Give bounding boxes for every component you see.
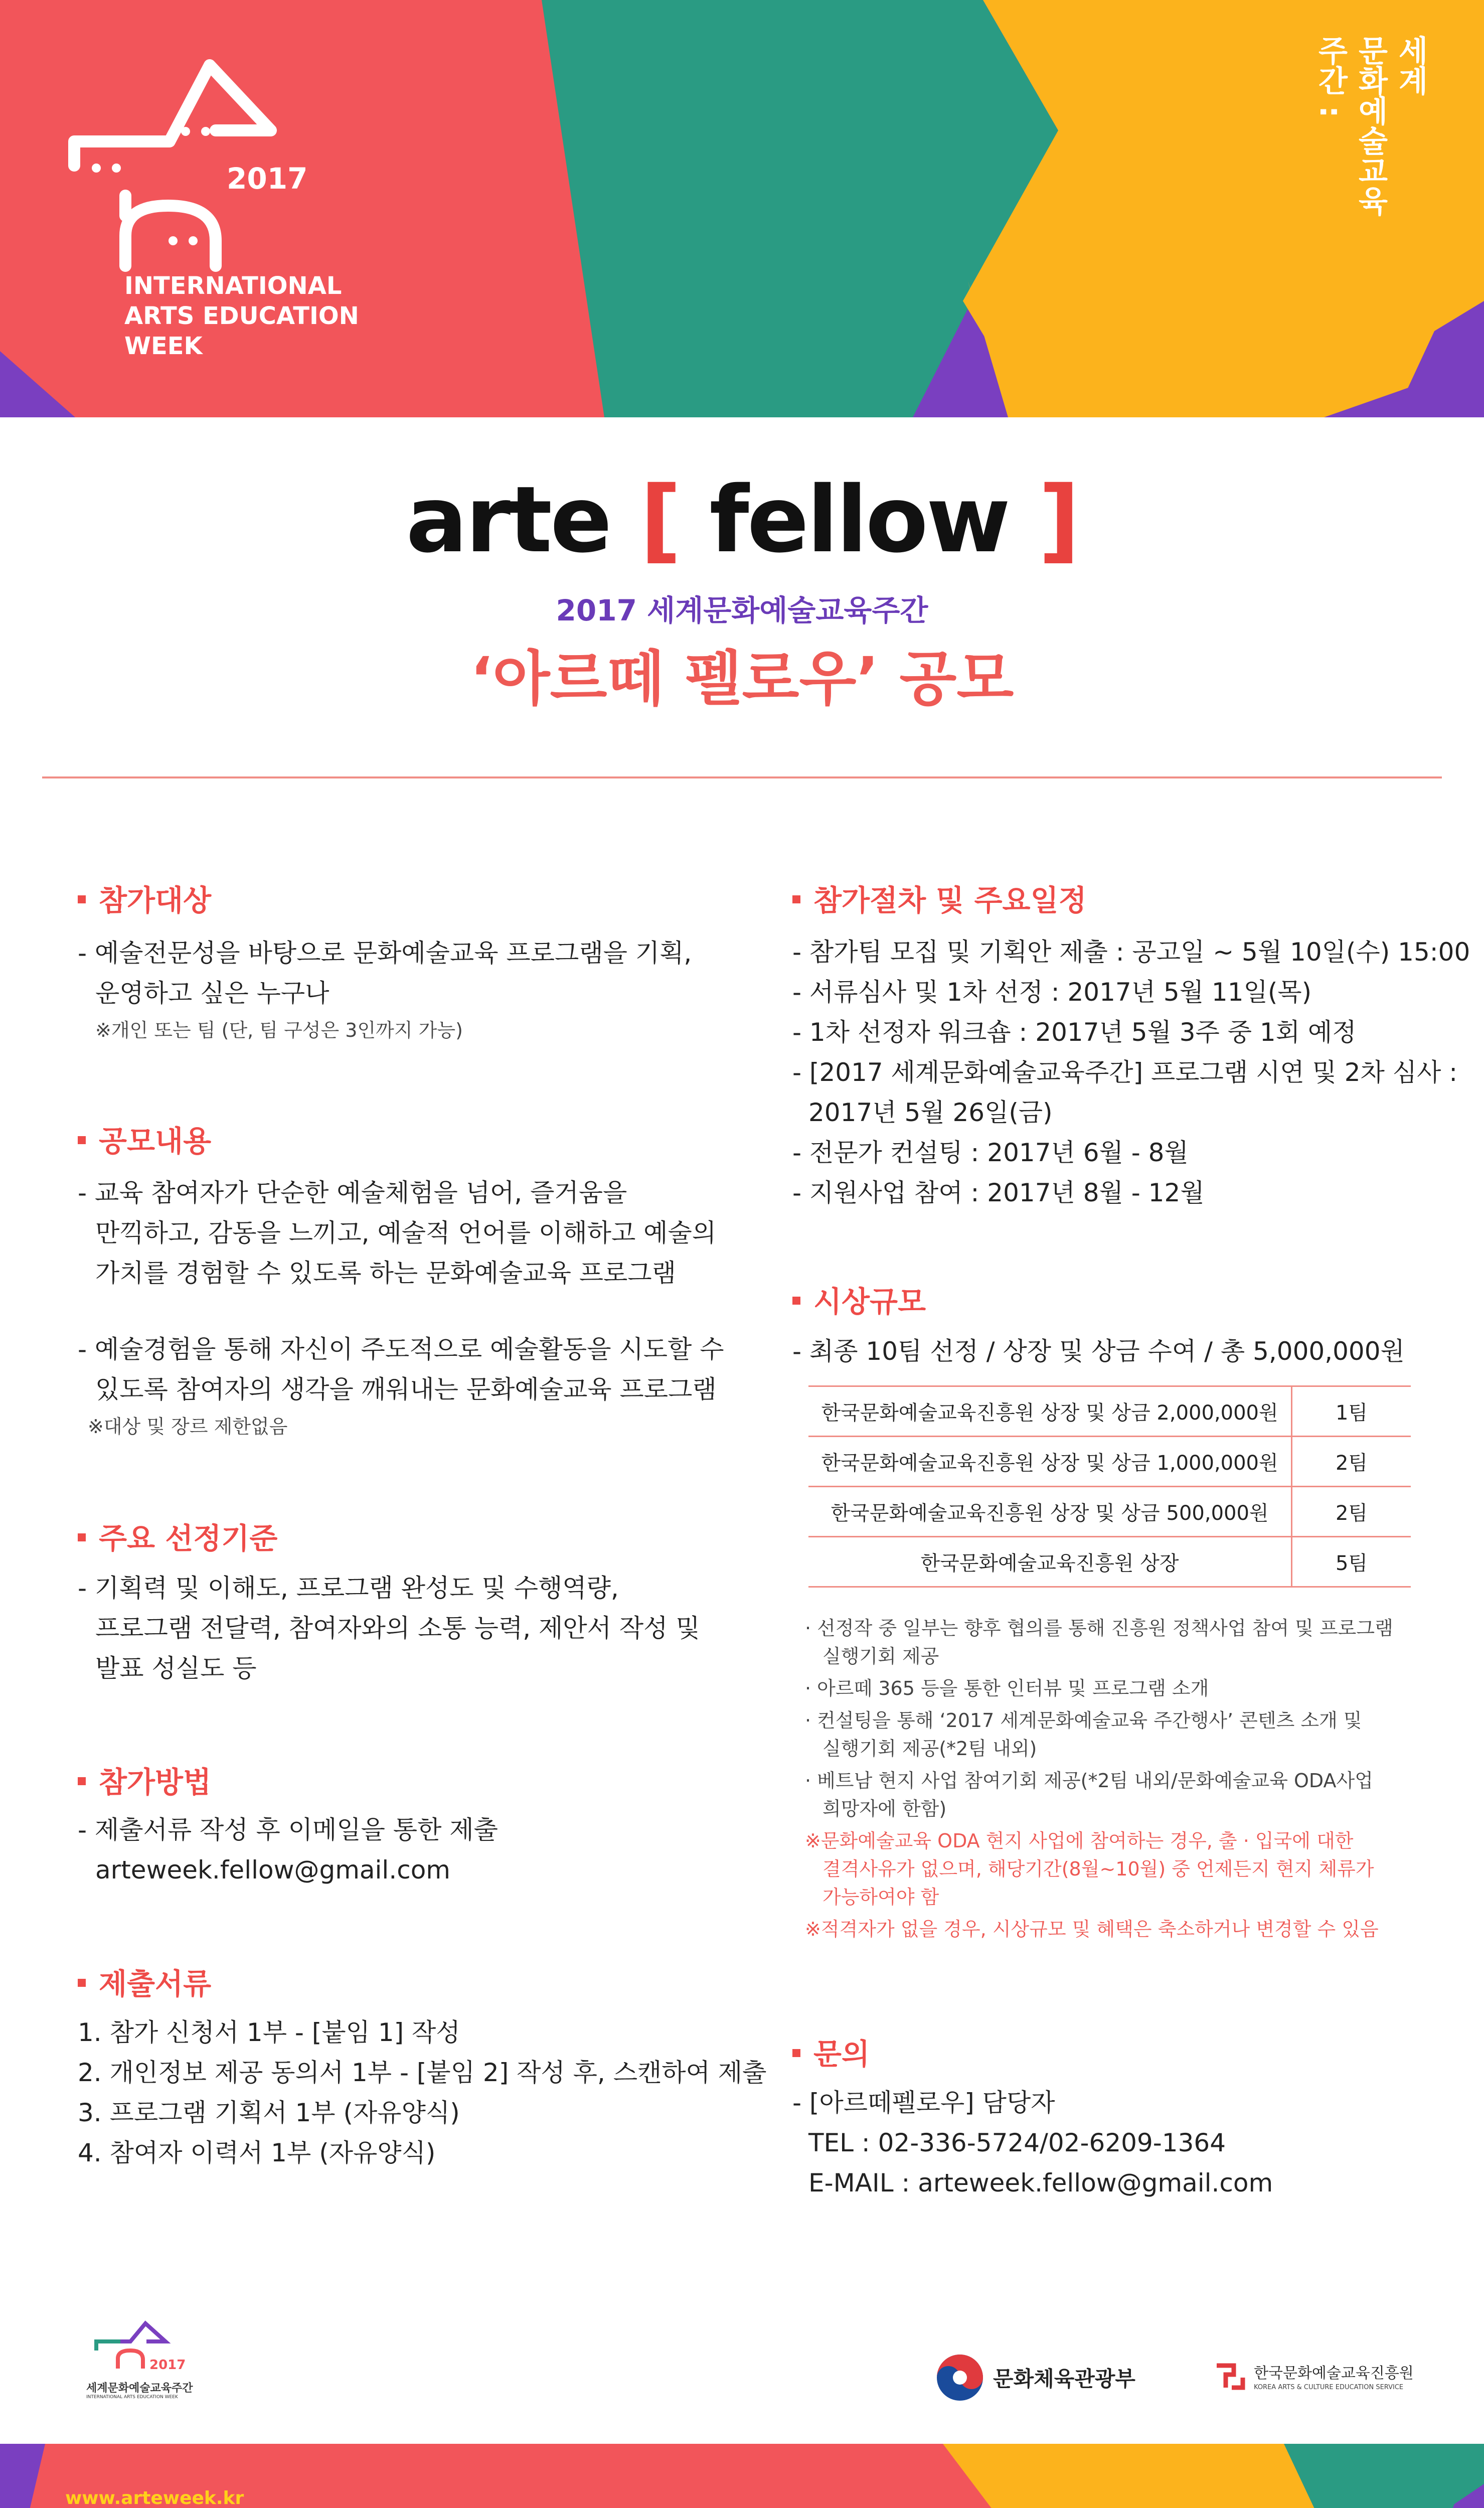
- table-row: [808, 1437, 1411, 1487]
- warning-note: 가능하여야 함: [822, 1886, 939, 1908]
- note-line: ※대상 및 장르 제한없음: [88, 1416, 288, 1438]
- text-line: - 제출서류 작성 후 이메일을 통한 제출: [78, 1815, 498, 1844]
- ministry-name: 문화체육관광부: [993, 2367, 1136, 2391]
- kaces-name-kr: 한국문화예술교육진흥원: [1254, 2365, 1414, 2382]
- schedule-line: - 전문가 컨설팅 : 2017년 6월 - 8월: [792, 1138, 1189, 1167]
- benefit-note: 실행기회 제공(*2팀 내외): [822, 1738, 1037, 1760]
- bracket-right: ]: [1038, 466, 1078, 573]
- contact-phone[interactable]: TEL : 02-336-5724/02-6209-1364: [808, 2128, 1226, 2157]
- logo-year: 2017: [227, 162, 308, 196]
- section-title-text: 시상규모: [813, 1285, 926, 1319]
- table-row: [808, 1487, 1411, 1537]
- section-title-content: [78, 1118, 211, 1160]
- schedule-line: - 1차 선정자 워크숍 : 2017년 5월 3주 중 1회 예정: [792, 1018, 1357, 1047]
- section-title-text: 참가방법: [99, 1765, 212, 1799]
- warning-note: ※적격자가 없을 경우, 시상규모 및 혜택은 축소하거나 변경할 수 있음: [805, 1918, 1379, 1940]
- section-title-text: 문의: [813, 2037, 870, 2071]
- section-title-text: 참가절차 및 주요일정: [813, 883, 1087, 917]
- kaces-name-en: KOREA ARTS & CULTURE EDUCATION SERVICE: [1254, 2384, 1404, 2391]
- text-line: - 예술경험을 통해 자신이 주도적으로 예술활동을 시도할 수: [78, 1335, 724, 1364]
- small-logo-en: INTERNATIONAL ARTS EDUCATION WEEK: [86, 2395, 178, 2400]
- taegeuk-emblem-icon: [936, 2354, 984, 2402]
- section-title-documents: [78, 1960, 211, 2002]
- logo-line-2: ARTS EDUCATION: [124, 302, 359, 330]
- benefit-note: 희망자에 한함): [822, 1798, 947, 1820]
- list-item: 3. 프로그램 기획서 1부 (자유양식): [78, 2098, 460, 2127]
- section-title-text: 제출서류: [99, 1967, 212, 2001]
- section-title-text: 주요 선정기준: [99, 1521, 278, 1555]
- bullet-square-icon: [78, 1979, 86, 1987]
- award-cell: 한국문화예술교육진흥원 상장 및 상금 500,000원: [808, 1487, 1292, 1537]
- bullet-square-icon: [792, 895, 800, 903]
- schedule-line: 2017년 5월 26일(금): [808, 1098, 1053, 1127]
- teams-cell: 1팀: [1292, 1386, 1411, 1437]
- section-title-schedule: [792, 877, 1087, 919]
- section-title-eligibility: [78, 877, 211, 919]
- teams-cell: 5팀: [1292, 1537, 1411, 1587]
- bullet-square-icon: [78, 1533, 86, 1541]
- table-row: [808, 1386, 1411, 1437]
- text-line: 있도록 참여자의 생각을 깨워내는 문화예술교육 프로그램: [95, 1375, 717, 1404]
- small-logo-kr: 세계문화예술교육주간: [86, 2382, 193, 2395]
- website-link[interactable]: www.arteweek.kr: [65, 2488, 244, 2508]
- text-line: - 교육 참여자가 단순한 예술체험을 넘어, 즐거움을: [78, 1178, 627, 1207]
- footer-logos: [0, 2287, 1484, 2438]
- brand-word-fellow: fellow: [709, 466, 1009, 573]
- benefit-note: · 아르떼 365 등을 통한 인터뷰 및 프로그램 소개: [805, 1677, 1209, 1699]
- text-line: 가치를 경험할 수 있도록 하는 문화예술교육 프로그램: [95, 1259, 676, 1288]
- text-line: 발표 성실도 등: [95, 1654, 257, 1683]
- contact-email[interactable]: E-MAIL : arteweek.fellow@gmail.com: [808, 2168, 1273, 2198]
- note-line: ※개인 또는 팀 (단, 팀 구성은 3인까지 가능): [95, 1019, 463, 1041]
- contact-line: - [아르떼펠로우] 담당자: [792, 2088, 1055, 2117]
- bullet-square-icon: [78, 895, 86, 903]
- logo-line-3: WEEK: [124, 332, 203, 360]
- schedule-line: - 참가팀 모집 및 기획안 제출 : 공고일 ~ 5월 10일(수) 15:00: [792, 937, 1470, 967]
- award-cell: 한국문화예술교육진흥원 상장: [808, 1537, 1292, 1587]
- bracket-left: [: [639, 466, 680, 573]
- text-line: 만끽하고, 감동을 느끼고, 예술적 언어를 이해하고 예술의: [95, 1218, 717, 1247]
- list-item: 1. 참가 신청서 1부 - [붙임 1] 작성: [78, 2018, 460, 2047]
- logo-line-1: INTERNATIONAL: [124, 272, 342, 300]
- award-cell: 한국문화예술교육진흥원 상장 및 상금 2,000,000원: [808, 1386, 1292, 1437]
- vertical-title-col-3: 주간 :: [1313, 35, 1348, 118]
- text-line: 운영하고 싶은 누구나: [95, 979, 329, 1008]
- section-title-contact: [792, 2030, 870, 2073]
- teams-cell: 2팀: [1292, 1487, 1411, 1537]
- header-banner: [0, 0, 1484, 417]
- header-shapes: [0, 0, 1484, 417]
- email-link[interactable]: arteweek.fellow@gmail.com: [95, 1855, 451, 1885]
- bullet-square-icon: [792, 2049, 800, 2057]
- bullet-square-icon: [78, 1136, 86, 1144]
- arte-fellow-wordmark: [0, 466, 1484, 573]
- text-line: 프로그램 전달력, 참여자와의 소통 능력, 제안서 작성 및: [95, 1614, 700, 1643]
- warning-note: ※문화예술교육 ODA 현지 사업에 참여하는 경우, 출 · 입국에 대한: [805, 1830, 1354, 1852]
- text-line: - 기획력 및 이해도, 프로그램 완성도 및 수행역량,: [78, 1574, 619, 1603]
- prize-table: [808, 1385, 1411, 1588]
- section-title-text: 공모내용: [99, 1124, 212, 1158]
- schedule-line: - 지원사업 참여 : 2017년 8월 - 12월: [792, 1178, 1205, 1207]
- main-title: ‘아르떼 펠로우’ 공모: [470, 644, 1014, 713]
- bullet-square-icon: [78, 1777, 86, 1785]
- warning-note: 결격사유가 없으며, 해당기간(8월~10월) 중 언제든지 현지 체류가: [822, 1858, 1374, 1880]
- list-item: 2. 개인정보 제공 동의서 1부 - [붙임 2] 작성 후, 스캔하여 제출: [78, 2058, 767, 2087]
- section-title-method: [78, 1759, 211, 1801]
- text-line: - 예술전문성을 바탕으로 문화예술교육 프로그램을 기획,: [78, 938, 692, 968]
- awards-summary: - 최종 10팀 선정 / 상장 및 상금 수여 / 총 5,000,000원: [792, 1337, 1405, 1366]
- section-title-criteria: [78, 1515, 277, 1557]
- benefit-note: · 컨설팅을 통해 ‘2017 세계문화예술교육 주간행사’ 콘텐츠 소개 및: [805, 1709, 1362, 1732]
- teams-cell: 2팀: [1292, 1437, 1411, 1487]
- list-item: 4. 참여자 이력서 1부 (자유양식): [78, 2138, 436, 2167]
- small-logo-year: 2017: [149, 2358, 186, 2373]
- bullet-square-icon: [792, 1297, 800, 1305]
- section-title-text: 참가대상: [99, 883, 212, 917]
- title-divider: [42, 776, 1442, 778]
- benefit-note: · 선정작 중 일부는 향후 협의를 통해 진흥원 정책사업 참여 및 프로그램: [805, 1617, 1393, 1639]
- schedule-line: - 서류심사 및 1차 선정 : 2017년 5월 11일(목): [792, 978, 1312, 1007]
- subtitle: 2017 세계문화예술교육주간: [556, 593, 928, 628]
- award-cell: 한국문화예술교육진흥원 상장 및 상금 1,000,000원: [808, 1437, 1292, 1487]
- benefit-note: · 베트남 현지 사업 참여기회 제공(*2팀 내외/문화예술교육 ODA사업: [805, 1770, 1373, 1792]
- benefit-note: 실행기회 제공: [822, 1645, 939, 1667]
- kaces-emblem-icon: [1214, 2361, 1246, 2393]
- table-row: [808, 1537, 1411, 1587]
- vertical-title-col-2: 문화예술교육: [1353, 35, 1388, 216]
- brand-word-arte: arte: [406, 466, 610, 573]
- schedule-line: - [2017 세계문화예술교육주간] 프로그램 시연 및 2차 심사 :: [792, 1058, 1458, 1087]
- vertical-title-col-1: 세계: [1393, 35, 1428, 95]
- section-title-awards: [792, 1278, 926, 1320]
